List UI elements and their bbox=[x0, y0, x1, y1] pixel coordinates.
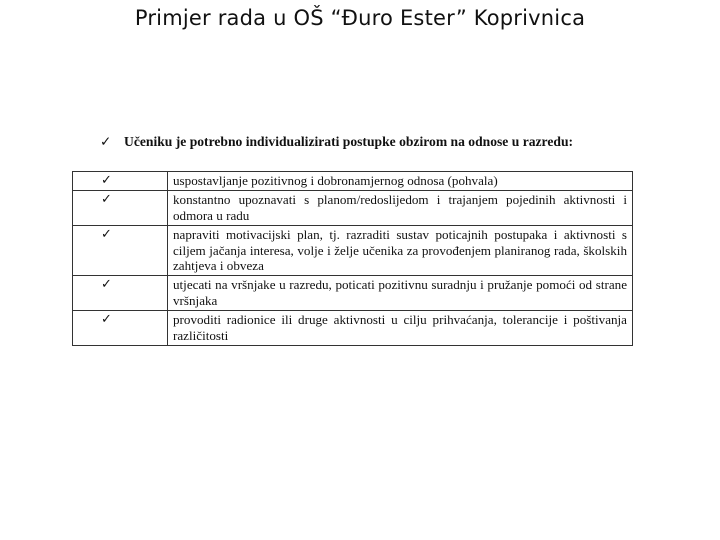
heading-text: Učeniku je potrebno individualizirati postupke obzirom na odnose u razredu: bbox=[124, 134, 574, 149]
task-text: napraviti motivacijski plan, tj. razraditi sustav poticajnih postupaka i aktivnosti s ciljem jačanja interesa, volje i želje učenika za provođenjem planiranog rada, školskih zahtjeva i obveza bbox=[168, 226, 633, 276]
table-row bbox=[73, 172, 633, 191]
checkmark-icon: ✓ bbox=[73, 276, 168, 311]
table-row bbox=[73, 311, 633, 346]
checkmark-icon: ✓ bbox=[100, 134, 112, 149]
task-text: provoditi radionice ili druge aktivnosti u cilju prihvaćanja, tolerancije i poštivanja različitosti bbox=[168, 311, 633, 346]
document-heading bbox=[100, 134, 573, 150]
task-text: konstantno upoznavati s planom/redoslijedom i trajanjem pojedinih aktivnosti i odmora u radu bbox=[168, 191, 633, 226]
checkmark-icon: ✓ bbox=[73, 172, 168, 191]
slide-title: Primjer rada u OŠ “Đuro Ester” Koprivnica bbox=[134, 6, 586, 30]
task-text: utjecati na vršnjake u razredu, poticati pozitivnu suradnju i pružanje pomoći od strane vršnjaka bbox=[168, 276, 633, 311]
table-row bbox=[73, 276, 633, 311]
checkmark-icon: ✓ bbox=[73, 191, 168, 226]
task-text: uspostavljanje pozitivnog i dobronamjernog odnosa (pohvala) bbox=[168, 172, 633, 191]
tasks-table bbox=[72, 171, 633, 346]
checkmark-icon: ✓ bbox=[73, 226, 168, 276]
checkmark-icon: ✓ bbox=[73, 311, 168, 346]
table-row bbox=[73, 226, 633, 276]
table-row bbox=[73, 191, 633, 226]
